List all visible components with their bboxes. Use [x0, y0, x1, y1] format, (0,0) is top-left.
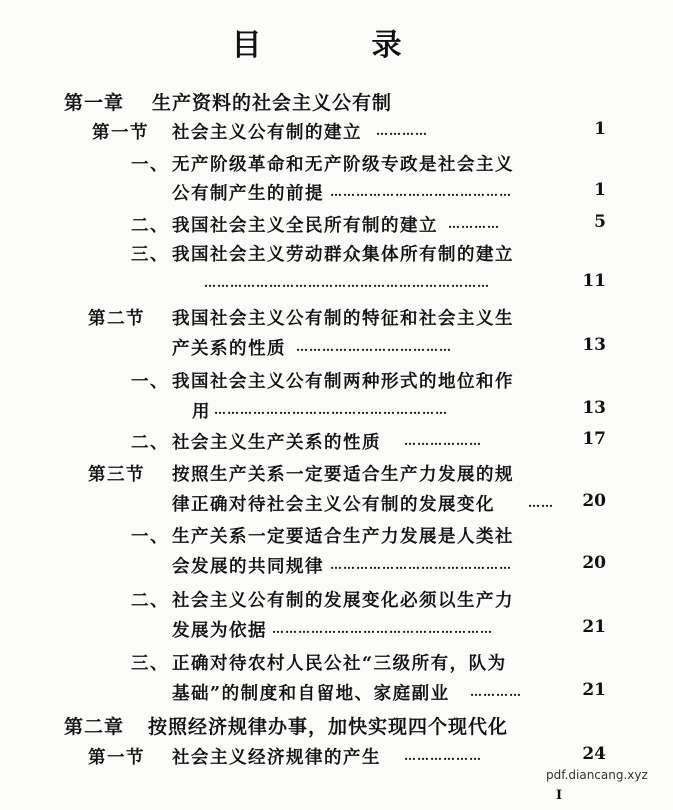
- item-1-2-2-label: 二、: [131, 433, 169, 453]
- item-1-1-1-label: 一、: [131, 155, 169, 175]
- section-1-3-label: 第三节: [88, 465, 145, 485]
- item-1-3-1-line1: 生产关系一定要适合生产力发展是人类社: [172, 527, 514, 547]
- section-2-1-leader: ………………: [404, 749, 482, 763]
- item-1-3-3-line2: 基础”的制度和自留地、家庭副业: [172, 684, 450, 704]
- item-1-1-3-line1: 我国社会主义劳动群众集体所有制的建立: [172, 245, 514, 265]
- section-2-1-title: 社会主义经济规律的产生: [172, 748, 381, 768]
- chapter-1-title: 生产资料的社会主义公有制: [152, 92, 393, 114]
- page-number-mark: I: [556, 788, 563, 803]
- item-1-1-3-label: 三、: [131, 245, 169, 265]
- item-1-1-3-page: 11: [582, 271, 606, 291]
- chapter-2-label: 第二章: [64, 716, 125, 738]
- item-1-3-2-leader: ……………………………………………: [272, 622, 493, 636]
- section-1-2-line1: 我国社会主义公有制的特征和社会主义生: [172, 309, 514, 329]
- section-1-3-leader: ……: [528, 496, 554, 510]
- chapter-1-label: 第一章: [64, 92, 125, 114]
- item-1-3-1-label: 一、: [131, 527, 169, 547]
- item-1-2-2-leader: ………………: [404, 434, 482, 448]
- item-1-3-2-label: 二、: [131, 591, 169, 611]
- item-1-2-1-page: 13: [582, 398, 606, 418]
- item-1-1-1-leader: ……………………………………: [330, 185, 512, 199]
- item-1-1-3-leader: …………………………………………………………: [204, 276, 490, 290]
- item-1-1-2-page: 5: [594, 212, 606, 232]
- section-1-3-page: 20: [582, 491, 606, 511]
- item-1-1-2-title: 我国社会主义全民所有制的建立: [172, 216, 438, 236]
- item-1-2-1-leader: ………………………………………………: [214, 403, 448, 417]
- item-1-2-1-line1: 我国社会主义公有制两种形式的地位和作: [172, 372, 514, 392]
- item-1-3-2-page: 21: [582, 617, 606, 637]
- item-1-1-2-label: 二、: [131, 216, 169, 236]
- item-1-2-1-line2: 用: [192, 402, 211, 422]
- item-1-3-2-line1: 社会主义公有制的发展变化必须以生产力: [172, 591, 514, 611]
- chapter-2-title: 按照经济规律办事，加快实现四个现代化: [148, 716, 509, 738]
- section-1-3-line2: 律正确对待社会主义公有制的发展变化: [172, 495, 495, 515]
- section-1-1-label: 第一节: [92, 123, 149, 143]
- item-1-2-2-title: 社会主义生产关系的性质: [172, 433, 381, 453]
- item-1-3-1-leader: ……………………………………: [330, 558, 512, 572]
- item-1-2-2-page: 17: [582, 429, 606, 449]
- section-1-3-line1: 按照生产关系一定要适合生产力发展的规: [172, 465, 514, 485]
- item-1-2-1-label: 一、: [131, 372, 169, 392]
- item-1-3-3-line1: 正确对待农村人民公社“三级所有，队为: [172, 654, 507, 674]
- section-1-2-page: 13: [582, 335, 606, 355]
- item-1-3-1-line2: 会发展的共同规律: [172, 557, 324, 577]
- item-1-3-3-label: 三、: [131, 654, 169, 674]
- item-1-1-1-line1: 无产阶级革命和无产阶级专政是社会主义: [172, 155, 514, 175]
- item-1-1-1-page: 1: [594, 180, 606, 200]
- toc-title: 目 录: [231, 28, 442, 63]
- section-1-2-leader: ………………………………: [296, 340, 452, 354]
- item-1-1-2-leader: …………: [448, 217, 500, 231]
- watermark-url: pdf.diancang.xyz: [546, 768, 648, 782]
- section-1-1-title: 社会主义公有制的建立: [172, 123, 362, 143]
- item-1-3-2-line2: 发展为依据: [172, 621, 267, 641]
- item-1-3-1-page: 20: [582, 553, 606, 573]
- section-1-1-leader: …………: [376, 124, 428, 138]
- section-1-1-page: 1: [594, 119, 606, 139]
- section-1-2-line2: 产关系的性质: [172, 339, 286, 359]
- section-2-1-label: 第一节: [88, 748, 145, 768]
- item-1-1-1-line2: 公有制产生的前提: [172, 184, 324, 204]
- item-1-3-3-page: 21: [582, 680, 606, 700]
- item-1-3-3-leader: …………: [470, 685, 522, 699]
- section-1-2-label: 第二节: [88, 309, 145, 329]
- section-2-1-page: 24: [582, 744, 606, 764]
